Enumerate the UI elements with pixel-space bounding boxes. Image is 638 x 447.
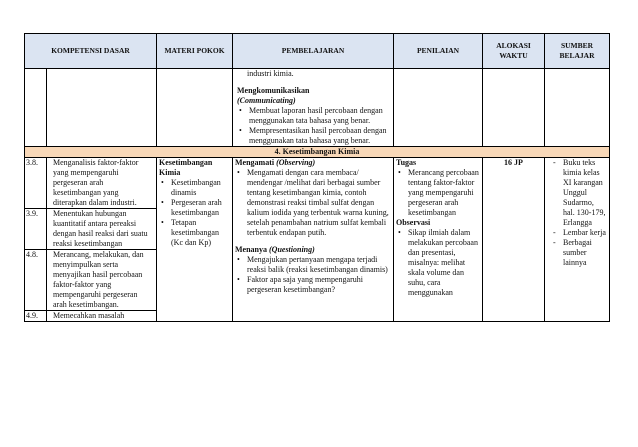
header-pembelajaran: PEMBELAJARAN (233, 34, 394, 69)
sumber-cell (545, 158, 610, 322)
communicating-list (237, 106, 391, 146)
list-item: • Merancang percobaan tentang faktor-faktor yang mempengaruhi pergeseran arah kesetimbangan (396, 168, 480, 218)
list-item: • Mempresentasikan hasil percobaan dengan menggunakan tata bahasa yang benar. (237, 126, 391, 146)
kd-text: Menentukan hubungan kuantitatif antara pereaksi dengan hasil reaksi dari suatu reaksi kesetimbangan (53, 209, 148, 248)
pembelajaran-cell (233, 158, 394, 322)
questioning-heading: Menanya (235, 245, 267, 254)
list-item: • Mengamati dengan cara membaca/ mendengar /melihat dari berbagai sumber tentang kesetimbangan kimia, contoh demonstrasi reaksi timbal sulfat dengan kalium iodida yang terbentuk warna kuning, setelah penambahan natrium sulfat kembali terbentuk endapan putih. (235, 168, 391, 238)
section-row (25, 147, 610, 158)
list-item: - Lembar kerja (551, 228, 607, 238)
communicating-subheading: (Communicating) (237, 96, 296, 105)
section-title: 4. Kesetimbangan Kimia (25, 147, 610, 158)
kd-number: 4.8. (26, 250, 38, 259)
header-row (25, 34, 610, 69)
header-sumber-belajar: SUMBER BELAJAR (545, 34, 610, 69)
tugas-heading: Tugas (396, 158, 417, 167)
header-alokasi-waktu: ALOKASI WAKTU (483, 34, 545, 69)
alokasi-cell: 16 JP (483, 158, 545, 322)
kd-text: Memecahkan masalah (53, 311, 125, 320)
content-row (25, 158, 610, 322)
continuation-row (25, 69, 610, 147)
materi-title: Kesetimbangan Kimia (159, 158, 213, 177)
materi-list (159, 178, 230, 248)
continuation-text: industri kimia. (247, 69, 294, 78)
header-kompetensi-dasar: KOMPETENSI DASAR (25, 34, 157, 69)
header-materi-pokok: MATERI POKOK (157, 34, 233, 69)
kd-number: 4.9. (26, 311, 38, 320)
kd-number-cell (25, 158, 47, 322)
kd-text-cell (47, 158, 157, 322)
communicating-heading: Mengkomunikasikan (237, 86, 310, 95)
observing-list (235, 168, 391, 238)
kd-number: 3.9. (26, 209, 38, 218)
list-item: • Sikap ilmiah dalam melakukan percobaan dan presentasi, misalnya: melihat skala volume dan suhu, cara menggunakan (396, 228, 480, 298)
list-item: • Tetapan kesetimbangan (Kc dan Kp) (159, 218, 230, 248)
list-item: • Kesetimbangan dinamis (159, 178, 230, 198)
list-item: • Pergeseran arah kesetimbangan (159, 198, 230, 218)
kd-text: Menganalisis faktor-faktor yang mempengaruhi pergeseran arah kesetimbangan yang diterapkan dalam industri. (53, 158, 139, 207)
list-item: • Membuat laporan hasil percobaan dengan menggunakan tata bahasa yang benar. (237, 106, 391, 126)
materi-cell (157, 158, 233, 322)
observing-subheading: (Observing) (276, 158, 316, 167)
kd-text: Merancang, melakukan, dan menyimpulkan serta menyajikan hasil percobaan faktor-faktor yang mempengaruhi pergeseran arah kesetimbangan. (53, 250, 144, 309)
list-item: - Berbagai sumber lainnya (551, 238, 607, 268)
curriculum-table (24, 33, 610, 322)
header-penilaian: PENILAIAN (394, 34, 483, 69)
list-item: • Faktor apa saja yang mempengaruhi pergeseran kesetimbangan? (235, 275, 391, 295)
list-item: • Mengajukan pertanyaan mengapa terjadi reaksi balik (reaksi kesetimbangan dinamis) (235, 255, 391, 275)
tugas-list (396, 168, 480, 218)
list-item: - Buku teks kimia kelas XI karangan Unggul Sudarmo, hal. 130-179, Erlangga (551, 158, 607, 228)
observasi-list (396, 228, 480, 298)
penilaian-cell (394, 158, 483, 322)
observasi-heading: Observasi (396, 218, 431, 227)
sumber-list (551, 158, 607, 268)
kd-number: 3.8. (26, 158, 38, 167)
continuation-pembelajaran (233, 69, 394, 147)
questioning-subheading: (Questioning) (269, 245, 315, 254)
observing-heading: Mengamati (235, 158, 275, 167)
questioning-list (235, 255, 391, 295)
